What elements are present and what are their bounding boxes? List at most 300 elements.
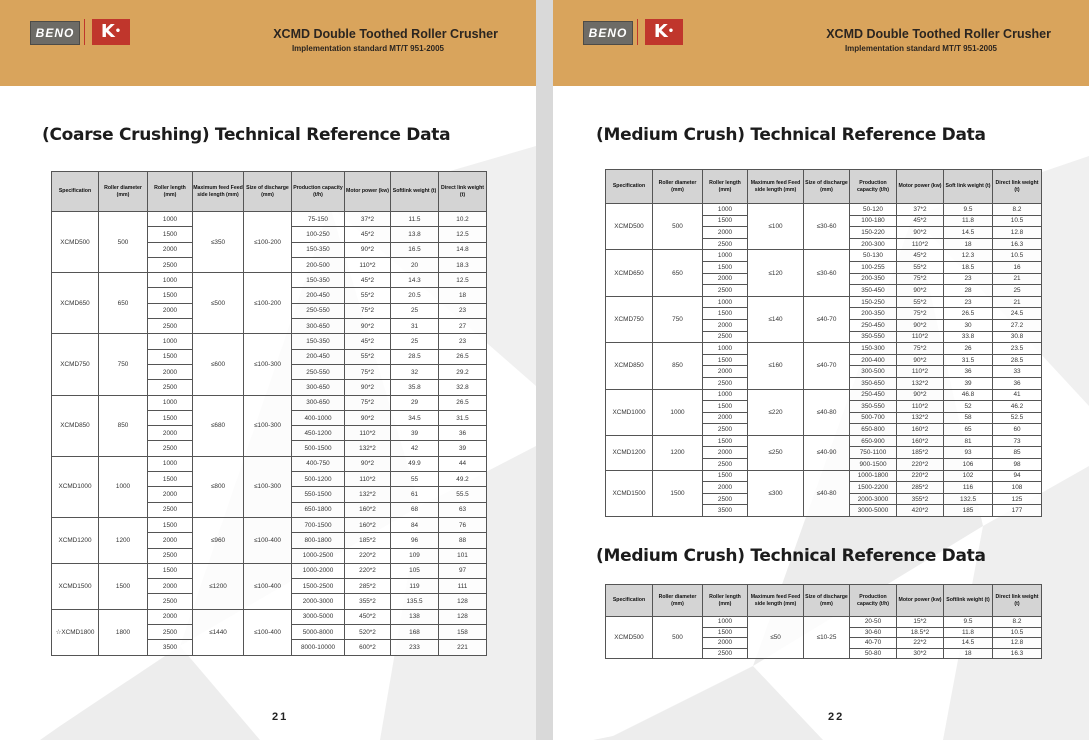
softlink-weight-cell: 20 bbox=[391, 257, 439, 272]
column-header: Maximum feed Feed side length (mm) bbox=[748, 170, 804, 204]
motor-power-cell: 600*2 bbox=[345, 640, 391, 655]
medium-crush-table-1 bbox=[605, 169, 1042, 517]
direct-link-weight-cell: 60 bbox=[993, 424, 1042, 436]
softlink-weight-cell: 13.8 bbox=[391, 227, 439, 242]
length-cell: 2500 bbox=[148, 594, 193, 609]
length-cell: 1500 bbox=[703, 261, 748, 273]
motor-power-cell: 132*2 bbox=[897, 412, 944, 424]
direct-link-weight-cell: 21 bbox=[993, 273, 1042, 285]
softlink-weight-cell: 23 bbox=[944, 296, 993, 308]
motor-power-cell: 90*2 bbox=[897, 389, 944, 401]
page-number: 21 bbox=[272, 711, 289, 723]
motor-power-cell: 110*2 bbox=[897, 366, 944, 378]
softlink-weight-cell: 168 bbox=[391, 625, 439, 640]
motor-power-cell: 355*2 bbox=[345, 594, 391, 609]
spec-cell: XCMD850 bbox=[52, 395, 99, 456]
direct-link-weight-cell: 52.5 bbox=[993, 412, 1042, 424]
feed-size-cell: ≤120 bbox=[748, 250, 804, 296]
softlink-weight-cell: 31.5 bbox=[944, 354, 993, 366]
motor-power-cell: 520*2 bbox=[345, 625, 391, 640]
length-cell: 1000 bbox=[148, 212, 193, 227]
softlink-weight-cell: 18 bbox=[944, 238, 993, 250]
capacity-cell: 40-70 bbox=[850, 638, 897, 649]
direct-link-weight-cell: 108 bbox=[993, 482, 1042, 494]
page-right bbox=[553, 0, 1089, 740]
column-header: Production capacity (t/h) bbox=[850, 170, 897, 204]
capacity-cell: 900-1500 bbox=[850, 459, 897, 471]
length-cell: 2000 bbox=[148, 487, 193, 502]
capacity-cell: 250-450 bbox=[850, 389, 897, 401]
softlink-weight-cell: 33.8 bbox=[944, 331, 993, 343]
section-title-1: (Medium Crush) Technical Reference Data bbox=[596, 125, 986, 145]
motor-power-cell: 45*2 bbox=[897, 215, 944, 227]
length-cell: 2500 bbox=[703, 459, 748, 471]
spec-cell: XCMD500 bbox=[606, 617, 653, 659]
spec-cell: XCMD500 bbox=[52, 212, 99, 273]
direct-link-weight-cell: 23.5 bbox=[993, 343, 1042, 355]
capacity-cell: 2000-3000 bbox=[292, 594, 345, 609]
length-cell: 2500 bbox=[148, 548, 193, 563]
motor-power-cell: 55*2 bbox=[897, 296, 944, 308]
diameter-cell: 1200 bbox=[99, 517, 148, 563]
softlink-weight-cell: 185 bbox=[944, 505, 993, 517]
motor-power-cell: 45*2 bbox=[345, 334, 391, 349]
softlink-weight-cell: 28 bbox=[944, 285, 993, 297]
length-cell: 1000 bbox=[703, 389, 748, 401]
capacity-cell: 100-250 bbox=[292, 227, 345, 242]
direct-link-weight-cell: 221 bbox=[439, 640, 487, 655]
softlink-weight-cell: 135.5 bbox=[391, 594, 439, 609]
feed-size-cell: ≤600 bbox=[193, 334, 244, 395]
softlink-weight-cell: 16.5 bbox=[391, 242, 439, 257]
motor-power-cell: 160*2 bbox=[345, 517, 391, 532]
table-row bbox=[52, 273, 487, 288]
length-cell: 3500 bbox=[703, 505, 748, 517]
length-cell: 2500 bbox=[148, 380, 193, 395]
diameter-cell: 1500 bbox=[653, 470, 703, 516]
motor-power-cell: 55*2 bbox=[897, 261, 944, 273]
column-header: Specification bbox=[52, 172, 99, 212]
table-row bbox=[52, 609, 487, 624]
diameter-cell: 850 bbox=[99, 395, 148, 456]
diameter-cell: 750 bbox=[99, 334, 148, 395]
motor-power-cell: 132*2 bbox=[345, 487, 391, 502]
direct-link-weight-cell: 18.3 bbox=[439, 257, 487, 272]
document-subtitle: Implementation standard MT/T 951-2005 bbox=[291, 44, 444, 53]
motor-power-cell: 90*2 bbox=[345, 456, 391, 471]
discharge-cell: ≤100-400 bbox=[244, 517, 292, 563]
softlink-weight-cell: 29 bbox=[391, 395, 439, 410]
length-cell: 1000 bbox=[703, 617, 748, 628]
direct-link-weight-cell: 41 bbox=[993, 389, 1042, 401]
column-header: Maximum feed Feed side length (mm) bbox=[193, 172, 244, 212]
softlink-weight-cell: 26 bbox=[944, 343, 993, 355]
capacity-cell: 300-500 bbox=[850, 366, 897, 378]
motor-power-cell: 160*2 bbox=[897, 424, 944, 436]
column-header: Soft link weight (t) bbox=[944, 170, 993, 204]
motor-power-cell: 285*2 bbox=[897, 482, 944, 494]
diameter-cell: 1000 bbox=[99, 456, 148, 517]
direct-link-weight-cell: 10.5 bbox=[993, 627, 1042, 638]
length-cell: 2500 bbox=[148, 319, 193, 334]
table-row bbox=[606, 204, 1042, 216]
motor-power-cell: 132*2 bbox=[897, 377, 944, 389]
length-cell: 1000 bbox=[703, 296, 748, 308]
length-cell: 1500 bbox=[703, 354, 748, 366]
softlink-weight-cell: 93 bbox=[944, 447, 993, 459]
motor-power-cell: 75*2 bbox=[897, 273, 944, 285]
capacity-cell: 400-750 bbox=[292, 456, 345, 471]
spec-cell: XCMD500 bbox=[606, 204, 653, 250]
length-cell: 2000 bbox=[148, 579, 193, 594]
motor-power-cell: 90*2 bbox=[897, 227, 944, 239]
capacity-cell: 700-1500 bbox=[292, 517, 345, 532]
softlink-weight-cell: 119 bbox=[391, 579, 439, 594]
column-header: Size of discharge (mm) bbox=[804, 585, 850, 617]
direct-link-weight-cell: 25 bbox=[993, 285, 1042, 297]
length-cell: 2000 bbox=[703, 366, 748, 378]
length-cell: 2000 bbox=[148, 242, 193, 257]
length-cell: 1000 bbox=[148, 456, 193, 471]
motor-power-cell: 45*2 bbox=[897, 250, 944, 262]
capacity-cell: 550-1500 bbox=[292, 487, 345, 502]
direct-link-weight-cell: 27 bbox=[439, 319, 487, 334]
capacity-cell: 150-220 bbox=[850, 227, 897, 239]
motor-power-cell: 220*2 bbox=[345, 563, 391, 578]
capacity-cell: 200-300 bbox=[850, 238, 897, 250]
motor-power-cell: 75*2 bbox=[345, 395, 391, 410]
capacity-cell: 200-450 bbox=[292, 288, 345, 303]
logo-divider bbox=[637, 19, 638, 45]
table-row bbox=[606, 470, 1042, 482]
direct-link-weight-cell: 8.2 bbox=[993, 617, 1042, 628]
column-header: Motor power (kw) bbox=[897, 585, 944, 617]
discharge-cell: ≤100-200 bbox=[244, 212, 292, 273]
feed-size-cell: ≤680 bbox=[193, 395, 244, 456]
softlink-weight-cell: 11.8 bbox=[944, 215, 993, 227]
softlink-weight-cell: 96 bbox=[391, 533, 439, 548]
discharge-cell: ≤30-60 bbox=[804, 204, 850, 250]
motor-power-cell: 160*2 bbox=[897, 435, 944, 447]
direct-link-weight-cell: 33 bbox=[993, 366, 1042, 378]
softlink-weight-cell: 49.9 bbox=[391, 456, 439, 471]
softlink-weight-cell: 9.5 bbox=[944, 617, 993, 628]
length-cell: 2000 bbox=[148, 533, 193, 548]
length-cell: 2000 bbox=[703, 482, 748, 494]
softlink-weight-cell: 65 bbox=[944, 424, 993, 436]
discharge-cell: ≤100-300 bbox=[244, 334, 292, 395]
length-cell: 2500 bbox=[148, 257, 193, 272]
softlink-weight-cell: 18.5 bbox=[944, 261, 993, 273]
capacity-cell: 500-1500 bbox=[292, 441, 345, 456]
direct-link-weight-cell: 21 bbox=[993, 296, 1042, 308]
length-cell: 2000 bbox=[703, 638, 748, 649]
discharge-cell: ≤100-400 bbox=[244, 563, 292, 609]
capacity-cell: 650-900 bbox=[850, 435, 897, 447]
feed-size-cell: ≤800 bbox=[193, 456, 244, 517]
motor-power-cell: 30*2 bbox=[897, 648, 944, 659]
length-cell: 3500 bbox=[148, 640, 193, 655]
discharge-cell: ≤40-80 bbox=[804, 470, 850, 516]
softlink-weight-cell: 81 bbox=[944, 435, 993, 447]
length-cell: 1000 bbox=[148, 273, 193, 288]
discharge-cell: ≤40-80 bbox=[804, 389, 850, 435]
motor-power-cell: 110*2 bbox=[897, 238, 944, 250]
column-header: Production capacity (t/h) bbox=[850, 585, 897, 617]
diameter-cell: 500 bbox=[99, 212, 148, 273]
spec-cell: XCMD650 bbox=[52, 273, 99, 334]
column-header: Motor power (kw) bbox=[345, 172, 391, 212]
motor-power-cell: 185*2 bbox=[897, 447, 944, 459]
capacity-cell: 800-1800 bbox=[292, 533, 345, 548]
direct-link-weight-cell: 12.8 bbox=[993, 227, 1042, 239]
table-row bbox=[606, 250, 1042, 262]
softlink-weight-cell: 18 bbox=[944, 648, 993, 659]
spec-cell: XCMD1500 bbox=[52, 563, 99, 609]
length-cell: 2500 bbox=[703, 285, 748, 297]
capacity-cell: 150-300 bbox=[850, 343, 897, 355]
length-cell: 1500 bbox=[703, 435, 748, 447]
discharge-cell: ≤100-400 bbox=[244, 609, 292, 655]
softlink-weight-cell: 42 bbox=[391, 441, 439, 456]
length-cell: 1500 bbox=[703, 470, 748, 482]
discharge-cell: ≤40-70 bbox=[804, 296, 850, 342]
discharge-cell: ≤100-200 bbox=[244, 273, 292, 334]
direct-link-weight-cell: 27.2 bbox=[993, 319, 1042, 331]
page-header bbox=[0, 0, 536, 86]
feed-size-cell: ≤1440 bbox=[193, 609, 244, 655]
softlink-weight-cell: 14.5 bbox=[944, 638, 993, 649]
feed-size-cell: ≤300 bbox=[748, 470, 804, 516]
motor-power-cell: 75*2 bbox=[345, 364, 391, 379]
discharge-cell: ≤100-300 bbox=[244, 395, 292, 456]
column-header: Roller diameter (mm) bbox=[653, 170, 703, 204]
motor-power-cell: 22*2 bbox=[897, 638, 944, 649]
direct-link-weight-cell: 16.3 bbox=[993, 238, 1042, 250]
direct-link-weight-cell: 23 bbox=[439, 334, 487, 349]
motor-power-cell: 110*2 bbox=[345, 426, 391, 441]
direct-link-weight-cell: 31.5 bbox=[439, 410, 487, 425]
motor-power-cell: 90*2 bbox=[345, 380, 391, 395]
capacity-cell: 8000-10000 bbox=[292, 640, 345, 655]
table-row bbox=[606, 435, 1042, 447]
capacity-cell: 200-400 bbox=[850, 354, 897, 366]
softlink-weight-cell: 39 bbox=[391, 426, 439, 441]
spec-cell: XCMD1000 bbox=[52, 456, 99, 517]
direct-link-weight-cell: 63 bbox=[439, 502, 487, 517]
direct-link-weight-cell: 125 bbox=[993, 493, 1042, 505]
table-row bbox=[52, 395, 487, 410]
feed-size-cell: ≤100 bbox=[748, 204, 804, 250]
length-cell: 1500 bbox=[703, 308, 748, 320]
discharge-cell: ≤10-25 bbox=[804, 617, 850, 659]
motor-power-cell: 37*2 bbox=[897, 204, 944, 216]
k-logo-text: K bbox=[653, 21, 668, 42]
motor-power-cell: 185*2 bbox=[345, 533, 391, 548]
motor-power-cell: 132*2 bbox=[345, 441, 391, 456]
motor-power-cell: 55*2 bbox=[345, 288, 391, 303]
diameter-cell: 850 bbox=[653, 343, 703, 389]
diameter-cell: 1800 bbox=[99, 609, 148, 655]
spec-cell: XCMD650 bbox=[606, 250, 653, 296]
table-header-row bbox=[606, 170, 1042, 204]
length-cell: 2500 bbox=[148, 441, 193, 456]
direct-link-weight-cell: 128 bbox=[439, 609, 487, 624]
capacity-cell: 200-500 bbox=[292, 257, 345, 272]
capacity-cell: 350-550 bbox=[850, 331, 897, 343]
spec-cell: XCMD750 bbox=[606, 296, 653, 342]
softlink-weight-cell: 11.5 bbox=[391, 212, 439, 227]
motor-power-cell: 90*2 bbox=[345, 242, 391, 257]
capacity-cell: 3000-5000 bbox=[292, 609, 345, 624]
capacity-cell: 300-650 bbox=[292, 319, 345, 334]
feed-size-cell: ≤1200 bbox=[193, 563, 244, 609]
capacity-cell: 250-550 bbox=[292, 364, 345, 379]
softlink-weight-cell: 106 bbox=[944, 459, 993, 471]
direct-link-weight-cell: 101 bbox=[439, 548, 487, 563]
capacity-cell: 150-250 bbox=[850, 296, 897, 308]
length-cell: 2500 bbox=[703, 424, 748, 436]
spec-cell: XCMD1000 bbox=[606, 389, 653, 435]
page-number: 22 bbox=[828, 711, 845, 723]
softlink-weight-cell: 12.3 bbox=[944, 250, 993, 262]
capacity-cell: 2000-3000 bbox=[850, 493, 897, 505]
capacity-cell: 100-180 bbox=[850, 215, 897, 227]
length-cell: 1500 bbox=[148, 563, 193, 578]
column-header: Size of discharge (mm) bbox=[244, 172, 292, 212]
motor-power-cell: 55*2 bbox=[345, 349, 391, 364]
capacity-cell: 75-150 bbox=[292, 212, 345, 227]
length-cell: 1500 bbox=[703, 627, 748, 638]
diameter-cell: 500 bbox=[653, 617, 703, 659]
direct-link-weight-cell: 8.2 bbox=[993, 204, 1042, 216]
length-cell: 1000 bbox=[703, 204, 748, 216]
softlink-weight-cell: 58 bbox=[944, 412, 993, 424]
spec-cell: XCMD1200 bbox=[606, 435, 653, 470]
diameter-cell: 1200 bbox=[653, 435, 703, 470]
capacity-cell: 50-80 bbox=[850, 648, 897, 659]
feed-size-cell: ≤500 bbox=[193, 273, 244, 334]
motor-power-cell: 160*2 bbox=[345, 502, 391, 517]
softlink-weight-cell: 11.8 bbox=[944, 627, 993, 638]
capacity-cell: 400-1000 bbox=[292, 410, 345, 425]
capacity-cell: 250-550 bbox=[292, 303, 345, 318]
feed-size-cell: ≤160 bbox=[748, 343, 804, 389]
direct-link-weight-cell: 73 bbox=[993, 435, 1042, 447]
motor-power-cell: 220*2 bbox=[897, 470, 944, 482]
motor-power-cell: 15*2 bbox=[897, 617, 944, 628]
page-header bbox=[553, 0, 1089, 86]
length-cell: 1500 bbox=[703, 401, 748, 413]
table-row bbox=[606, 389, 1042, 401]
length-cell: 1500 bbox=[703, 215, 748, 227]
diameter-cell: 650 bbox=[653, 250, 703, 296]
capacity-cell: 450-1200 bbox=[292, 426, 345, 441]
feed-size-cell: ≤220 bbox=[748, 389, 804, 435]
column-header: Softlink weight (t) bbox=[944, 585, 993, 617]
direct-link-weight-cell: 16.3 bbox=[993, 648, 1042, 659]
feed-size-cell: ≤50 bbox=[748, 617, 804, 659]
diameter-cell: 1000 bbox=[653, 389, 703, 435]
capacity-cell: 650-1800 bbox=[292, 502, 345, 517]
direct-link-weight-cell: 16 bbox=[993, 261, 1042, 273]
capacity-cell: 350-550 bbox=[850, 401, 897, 413]
length-cell: 1500 bbox=[148, 227, 193, 242]
capacity-cell: 5000-8000 bbox=[292, 625, 345, 640]
capacity-cell: 350-650 bbox=[850, 377, 897, 389]
direct-link-weight-cell: 158 bbox=[439, 625, 487, 640]
direct-link-weight-cell: 88 bbox=[439, 533, 487, 548]
motor-power-cell: 90*2 bbox=[897, 285, 944, 297]
length-cell: 1500 bbox=[148, 517, 193, 532]
capacity-cell: 200-350 bbox=[850, 308, 897, 320]
column-header: Maximum feed Feed side length (mm) bbox=[748, 585, 804, 617]
direct-link-weight-cell: 44 bbox=[439, 456, 487, 471]
motor-power-cell: 90*2 bbox=[345, 319, 391, 334]
capacity-cell: 300-650 bbox=[292, 380, 345, 395]
capacity-cell: 20-50 bbox=[850, 617, 897, 628]
discharge-cell: ≤30-60 bbox=[804, 250, 850, 296]
capacity-cell: 50-130 bbox=[850, 250, 897, 262]
diameter-cell: 750 bbox=[653, 296, 703, 342]
motor-power-cell: 75*2 bbox=[345, 303, 391, 318]
column-header: Size of discharge (mm) bbox=[804, 170, 850, 204]
capacity-cell: 350-450 bbox=[850, 285, 897, 297]
document-title: XCMD Double Toothed Roller Crusher bbox=[826, 27, 1051, 41]
feed-size-cell: ≤960 bbox=[193, 517, 244, 563]
k-logo: K• bbox=[92, 19, 130, 45]
softlink-weight-cell: 14.5 bbox=[944, 227, 993, 239]
softlink-weight-cell: 84 bbox=[391, 517, 439, 532]
direct-link-weight-cell: 10.5 bbox=[993, 250, 1042, 262]
spec-cell: XCMD1500 bbox=[606, 470, 653, 516]
length-cell: 1000 bbox=[148, 334, 193, 349]
softlink-weight-cell: 102 bbox=[944, 470, 993, 482]
capacity-cell: 200-350 bbox=[850, 273, 897, 285]
softlink-weight-cell: 68 bbox=[391, 502, 439, 517]
softlink-weight-cell: 30 bbox=[944, 319, 993, 331]
motor-power-cell: 110*2 bbox=[897, 331, 944, 343]
motor-power-cell: 45*2 bbox=[345, 227, 391, 242]
direct-link-weight-cell: 24.5 bbox=[993, 308, 1042, 320]
capacity-cell: 250-450 bbox=[850, 319, 897, 331]
feed-size-cell: ≤350 bbox=[193, 212, 244, 273]
length-cell: 1000 bbox=[703, 343, 748, 355]
direct-link-weight-cell: 10.5 bbox=[993, 215, 1042, 227]
length-cell: 2000 bbox=[703, 412, 748, 424]
motor-power-cell: 90*2 bbox=[897, 319, 944, 331]
direct-link-weight-cell: 23 bbox=[439, 303, 487, 318]
length-cell: 2000 bbox=[703, 227, 748, 239]
column-header: Softlink weight (t) bbox=[391, 172, 439, 212]
feed-size-cell: ≤140 bbox=[748, 296, 804, 342]
capacity-cell: 300-650 bbox=[292, 395, 345, 410]
motor-power-cell: 110*2 bbox=[345, 257, 391, 272]
k-logo: K• bbox=[645, 19, 683, 45]
feed-size-cell: ≤250 bbox=[748, 435, 804, 470]
length-cell: 1500 bbox=[148, 349, 193, 364]
column-header: Roller diameter (mm) bbox=[99, 172, 148, 212]
capacity-cell: 150-350 bbox=[292, 273, 345, 288]
capacity-cell: 100-255 bbox=[850, 261, 897, 273]
direct-link-weight-cell: 28.5 bbox=[993, 354, 1042, 366]
capacity-cell: 3000-5000 bbox=[850, 505, 897, 517]
direct-link-weight-cell: 29.2 bbox=[439, 364, 487, 379]
capacity-cell: 1500-2200 bbox=[850, 482, 897, 494]
column-header: Direct link weight (t) bbox=[993, 585, 1042, 617]
length-cell: 2000 bbox=[148, 609, 193, 624]
capacity-cell: 500-1200 bbox=[292, 472, 345, 487]
